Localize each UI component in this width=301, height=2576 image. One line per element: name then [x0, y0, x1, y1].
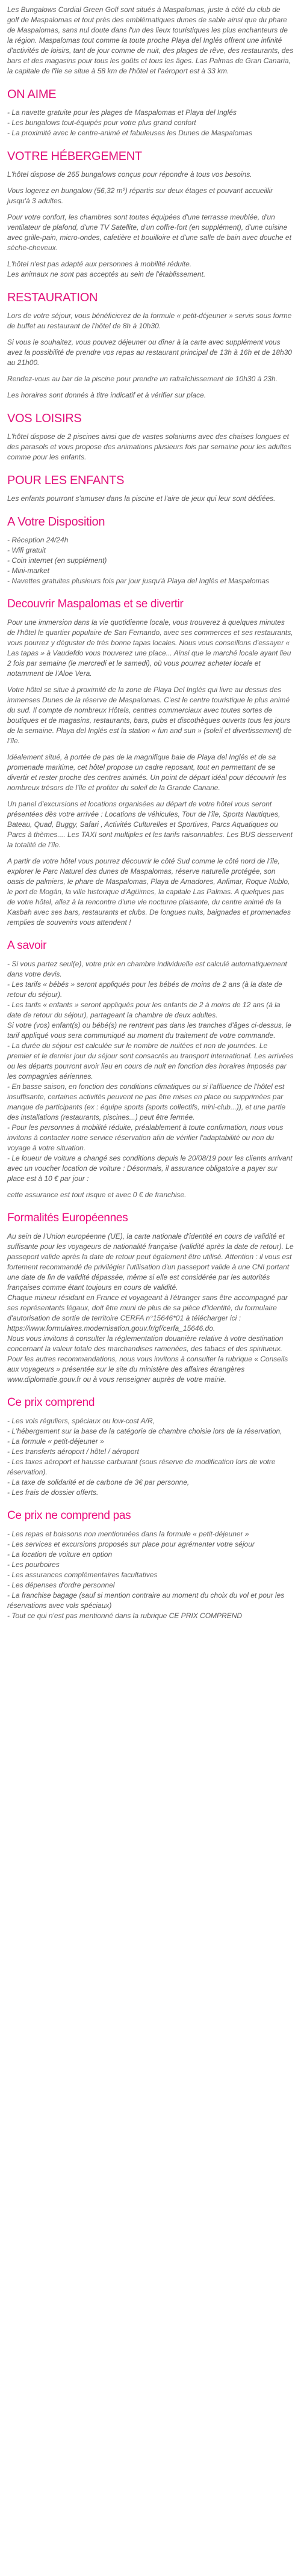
asavoir-line: - Le loueur de voiture a changé ses conditions depuis le 20/08/19 pour les clients arrivant avec un voucher location de voiture : Désormais, il assurance obligatoire a payer sur place est à 10 € par jour : — [7, 1154, 293, 1183]
asavoir-line: Si votre (vos) enfant(s) ou bébé(s) ne rentrent pas dans les tranches d'âges ci-dessus, le tarif appliqué vous sera communiqué au moment du traitement de votre commande. — [7, 1021, 291, 1040]
loisirs-paragraph: L'hôtel dispose de 2 piscines ainsi que de vastes solariums avec des chaises longues et des parasols et vous propose des animations plusieurs fois par semaine pour les adultes comme pour les enfants. — [7, 432, 291, 461]
intro-text: Les Bungalows Cordial Green Golf sont situés à Maspalomas, juste à côté du club de golf de Maspalomas et tout près des emblématiques dunes de sable ainsi que du phare de Maspalomas, sans nul doute dans l'un des lieux touristiques les plus enchanteurs de la région. Maspalomas tout comme la toute proche Playa del Inglés offrent une infinité d'activités de loisirs, tant de jour comme de nuit, des plages de rêve, des restaurants, des bars et des magasins pour tous les goûts et tous les âges. Las Palmas de Gran Canaria, la capitale de l'île se situe à 58 km de l'hôtel et l'aéroport est à 33 km. — [7, 5, 294, 75]
asavoir-line: - Les tarifs « enfants » seront appliqués pour les enfants de 2 à moins de 12 ans (à la date de retour du séjour), partageant la chambre de deux adultes. — [7, 1001, 281, 1019]
asavoir-line: cette assurance est tout risque et avec 0 € de franchise. — [7, 1191, 187, 1199]
formalites-line: Nous vous invitons à consulter la réglementation douanière relative à votre destination concernant la valeur totale des marchandises ramenées, des tabacs et des spiritueux. — [7, 1334, 284, 1353]
asavoir-line: - En basse saison, en fonction des conditions climatiques ou si l'affluence de l'hôtel est insuffisante, certaines activités peuvent ne pas être mises en place ou supprimées par manque de participants (ex : équipe sports (sports collectifs, mini-club...)), et une partie des installations (restaurants, piscines...) peut être fermée. — [7, 1082, 286, 1121]
list-item: - Tout ce qui n'est pas mentionné dans la rubrique CE PRIX COMPREND — [7, 1612, 243, 1620]
decouvrir-paragraph: Idéalement situé, à portée de pas de la magnifique baie de Playa del Inglés et de sa promenade maritime, cet hôtel propose un cadre reposant, tout en permettant de se divertir et rester proche des centres animés. Un point de départ idéal pour découvrir les nombreux trésors de l'île et profiter du soleil de la Grande Canarie. — [7, 753, 287, 792]
list-item: - Les repas et boissons non mentionnées dans la formule « petit-déjeuner » — [7, 1530, 249, 1538]
formalites-line: Chaque mineur résidant en France et voyageant à l'étranger sans être accompagné par ses représentants légaux, doit être muni de plus de sa pièce d'identité, du formulaire d'autorisation de sortie de territoire CERFA n°15646*01 à télécharger ici : — [7, 1293, 288, 1322]
decouvrir-section — [7, 597, 294, 928]
on-aime-list — [7, 108, 294, 138]
restauration-title: RESTAURATION — [7, 291, 98, 304]
list-item: - Les taxes aéroport et hausse carburant (sous réserve de modification lors de votre réservation). — [7, 1458, 276, 1476]
decouvrir-title: Decouvrir Maspalomas et se divertir — [7, 598, 184, 610]
disposition-section — [7, 515, 294, 586]
loisirs-title: VOS LOISIRS — [7, 412, 82, 425]
on-aime-section — [7, 87, 294, 138]
list-item: - La navette gratuite pour les plages de Maspalomas et Playa del Inglés — [7, 108, 237, 117]
prix-comprend-title: Ce prix comprend — [7, 1396, 95, 1409]
formalites-line: Pour les autres recommandations, nous vous invitons à consulter la rubrique « Conseils aux voyageurs » présentée sur le site du ministère des affaires étrangères www.diplomatie.gouv.fr ou à vous renseigner auprès de votre mairie. — [7, 1355, 288, 1384]
asavoir-spacer — [7, 1184, 294, 1190]
list-item: - La location de voiture en option — [7, 1550, 113, 1559]
prix-ne-comprend-list — [7, 1529, 294, 1621]
asavoir-title: A savoir — [7, 939, 47, 952]
prix-comprend-section — [7, 1396, 294, 1498]
restauration-paragraph: Rendez-vous au bar de la piscine pour prendre un rafraîchissement de 10h30 à 23h. — [7, 375, 278, 383]
list-item: - Wifi gratuit — [7, 546, 46, 554]
list-item: - La formule « petit-déjeuner » — [7, 1437, 104, 1446]
formalites-title: Formalités Européennes — [7, 1212, 128, 1224]
loisirs-section — [7, 411, 294, 462]
list-item: - Les transferts aéroport / hôtel / aéroport — [7, 1447, 139, 1456]
list-item: - Navettes gratuites plusieurs fois par jour jusqu'à Playa del Inglés et Maspalomas — [7, 577, 270, 585]
list-item: - Coin internet (en supplément) — [7, 556, 107, 565]
enfants-paragraph: Les enfants pourront s'amuser dans la piscine et l'aire de jeux qui leur sont dédiées. — [7, 494, 276, 503]
restauration-paragraph: Si vous le souhaitez, vous pouvez déjeuner ou dîner à la carte avec supplément vous avez la possibilité de prendre vos repas au restaurant principal de 13h à 16h et de 18h30 au 21h00. — [7, 338, 292, 367]
formalites-line: Au sein de l'Union européenne (UE), la carte nationale d'identité en cours de validité et suffisante pour les voyageurs de nationalité française (validité après la date de retour). Le passeport valide après la date de retour peut également être utilisé. Attention : il vous est fortement recommandé de privilégier l'utilisation d'un passeport valide à une CNI portant une date de fin de validité dépassée, même si elle est considérée par les autorités françaises comme étant toujours en cours de validité. — [7, 1232, 294, 1292]
list-item: - Les frais de dossier offerts. — [7, 1488, 99, 1497]
prix-ne-comprend-title: Ce prix ne comprend pas — [7, 1509, 131, 1522]
formalites-section — [7, 1211, 294, 1385]
hebergement-paragraph: L'hôtel n'est pas adapté aux personnes à mobilité réduite. Les animaux ne sont pas acceptés au sein de l'établissement. — [7, 260, 206, 278]
hebergement-paragraph: Vous logerez en bungalow (56,32 m²) répartis sur deux étages et pouvant accueillir jusqu'à 3 adultes. — [7, 186, 273, 205]
list-item: - Les bungalows tout-équipés pour votre plus grand confort — [7, 118, 196, 127]
decouvrir-paragraph: A partir de votre hôtel vous pourrez découvrir le côté Sud comme le côté nord de l'île, explorer le Parc Naturel des dunes de Maspalomas, réserve naturelle protégée, son oasis de palmiers, le phare de Maspalomas, Playa de Amadores, Anfimar, Roque Nublo, le port de Mogán, la ville historique d'Agüimes, la capitale Las Palmas. A quelques pas de votre hôtel, allez à la rencontre d'une vie nocturne plaisante, du centre animé de la Kasbah avec ses bars, restaurants et clubs. De longues nuits, baignades et promenades remplies de souvenirs vous attendent ! — [7, 857, 291, 927]
asavoir-section — [7, 939, 294, 1200]
list-item: - Les dépenses d'ordre personnel — [7, 1581, 115, 1589]
decouvrir-paragraph: Un panel d'excursions et locations organisées au départ de votre hôtel vous seront présentées dès votre arrivée : Locations de véhicules, Tour de l'île, Sports Nautiques, Bateau, Quad, Buggy, Safari , Activités Culturelles et Sportives, Parcs Aquatiques ou Parcs à thèmes.... Les TAXI sont multiples et les tarifs raisonnables. Les BUS desservent la totalité de l'île. — [7, 800, 293, 849]
decouvrir-paragraph: Pour une immersion dans la vie quotidienne locale, vous trouverez à quelques minutes de l'hôtel le quartier populaire de San Fernando, avec ses commerces et ses restaurants, vous pourrez y déguster de très bonne tapas locales. Nous vous conseillons d'essayer « Las tapas » à Vaudefdo vous trouverez une place... Ainsi que le marché locale ayant lieu 2 fois par semaine (le mercredi et le samedi), où vous pourrez acheter locale et notamment de l'Aloe Vera. — [7, 618, 293, 678]
enfants-title: POUR LES ENFANTS — [7, 474, 125, 487]
disposition-title: A Votre Disposition — [7, 515, 105, 529]
asavoir-line: - Pour les personnes à mobilité réduite, préalablement à toute confirmation, nous vous invitons à contacter notre service réservation afin de vérifier l'adaptabilité ou non du voyage à votre situation. — [7, 1123, 284, 1152]
restauration-paragraph: Lors de votre séjour, vous bénéficierez de la formule « petit-déjeuner » servis sous forme de buffet au restaurant de l'hôtel de 8h à 10h30. — [7, 311, 292, 330]
list-item: - Réception 24/24h — [7, 536, 69, 544]
list-item: - Les assurances complémentaires facultatives — [7, 1571, 158, 1579]
list-item: - La franchise bagage (sauf si mention contraire au moment du choix du vol et pour les réservations avec vols spéciaux) — [7, 1591, 285, 1610]
hebergement-title: VOTRE HÉBERGEMENT — [7, 150, 142, 163]
list-item: - Les services et excursions proposés sur place pour agrémenter votre séjour — [7, 1540, 255, 1548]
restauration-paragraph: Les horaires sont donnés à titre indicatif et à vérifier sur place. — [7, 391, 206, 399]
disposition-list — [7, 535, 294, 586]
on-aime-title: ON AIME — [7, 88, 57, 101]
prix-ne-comprend-section — [7, 1509, 294, 1621]
intro-section — [7, 5, 294, 76]
prix-comprend-list — [7, 1416, 294, 1498]
decouvrir-paragraph: Votre hôtel se situe à proximité de la zone de Playa Del Inglés qui livre au dessus des immenses Dunes de la réserve de Maspalomas. C'est le centre touristique le plus animé du sud. Il compte de nombreux Hôtels, centres commerciaux avec toutes sortes de boutiques et de magasins, restaurants, bars, pubs et discothèques ouverts tous les jours de la semaine. Playa del Inglés est la station « fun and sun » (soleil et divertissement) de l'île. — [7, 685, 292, 745]
hebergement-section — [7, 149, 294, 280]
list-item: - Les pourboires — [7, 1560, 60, 1569]
enfants-section — [7, 473, 294, 504]
list-item: - Les vols réguliers, spéciaux ou low-cost A/R, — [7, 1417, 155, 1425]
restauration-section — [7, 290, 294, 400]
list-item: - La taxe de solidarité et de carbone de 3€ par personne, — [7, 1478, 190, 1486]
asavoir-line: - Si vous partez seul(e), votre prix en chambre individuelle est calculé automatiquement dans votre devis. — [7, 960, 287, 978]
hebergement-paragraph: Pour votre confort, les chambres sont toutes équipées d'une terrasse meublée, d'un ventilateur de plafond, d'une TV Satellite, d'un coffre-fort (en supplément), d'une cuisine avec grille-pain, micro-ondes, cafetière et bouilloire et d'une salle de bain avec douche et sèche-cheveux. — [7, 213, 291, 252]
list-item: - Mini-market — [7, 566, 50, 575]
hebergement-paragraph: L'hôtel dispose de 265 bungalows conçus pour répondre à tous vos besoins. — [7, 170, 252, 179]
list-item: - La proximité avec le centre-animé et fabuleuses les Dunes de Maspalomas — [7, 129, 252, 137]
list-item: - L'hébergement sur la base de la catégorie de chambre choisie lors de la réservation, — [7, 1427, 282, 1435]
asavoir-line: - Les tarifs « bébés » seront appliqués pour les bébés de moins de 2 ans (à la date de retour du séjour). — [7, 980, 282, 999]
asavoir-line: - La durée du séjour est calculée sur le nombre de nuitées et non de journées. Le premier et le dernier jour du séjour sont consacrés au transport international. Les arrivées ou les départs pourront avoir lieu en cours de nuit en fonction des horaires imposés par les compagnies aériennes. — [7, 1041, 294, 1081]
formalites-link[interactable]: https://www.formulaires.modernisation.gouv.fr/gf/cerfa_15646.do. — [7, 1324, 216, 1332]
